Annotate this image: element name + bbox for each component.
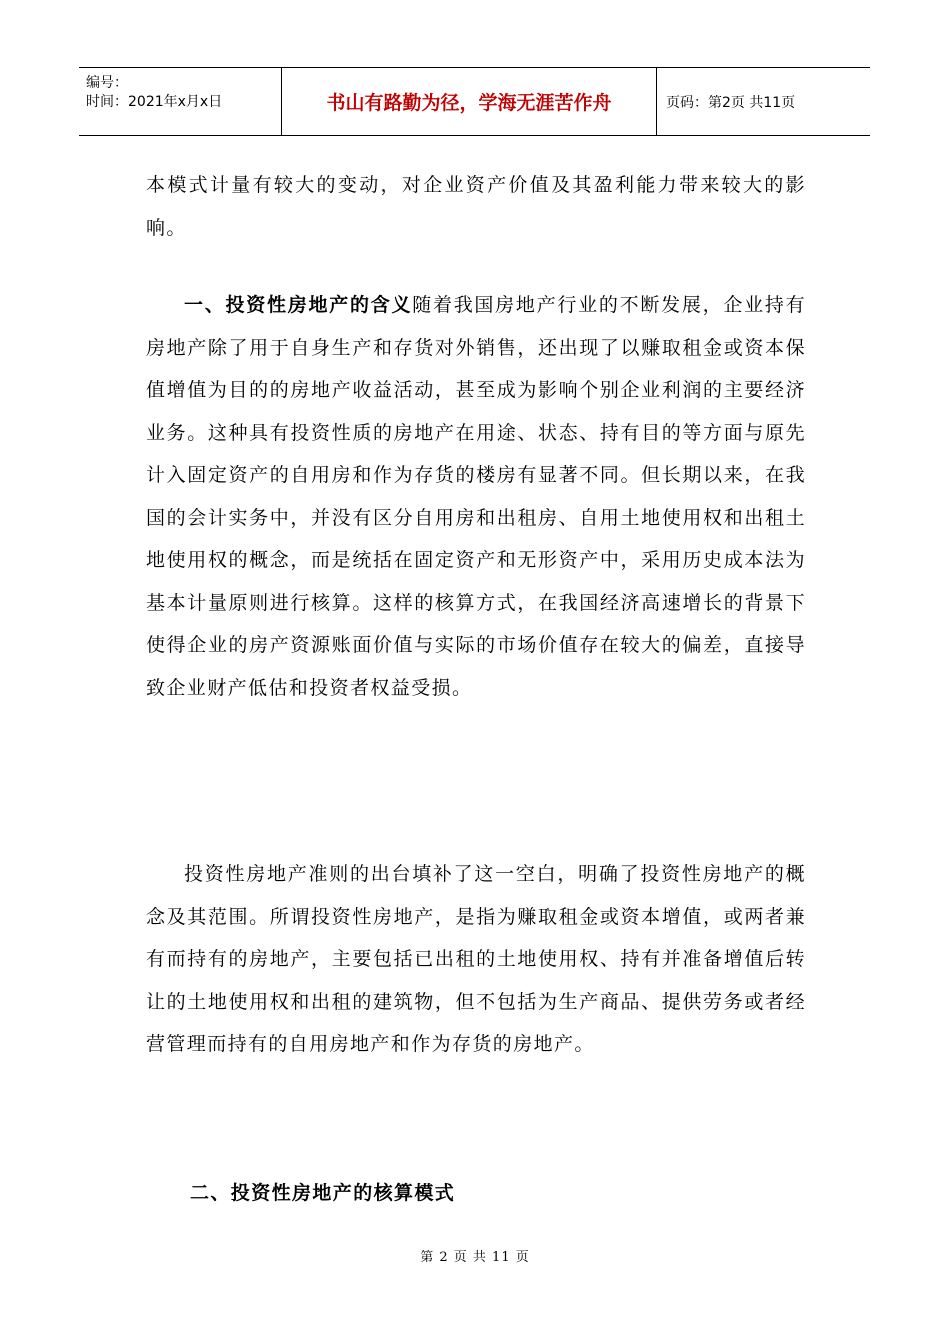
paragraph-section1 — [146, 284, 806, 709]
section1-text: 随着我国房地产行业的不断发展，企业持有房地产除了用于自身生产和存货对外销售，还出现了以赚取租金或资本保值增值为目的的房地产收益活动，甚至成为影响个别企业利润的主要经济业务。这种具有投资性质的房地产在用途、状态、持有目的等方面与原先计入固定资产的自用房和作为存货的楼房有显著不同。但长期以来，在我国的会计实务中，并没有区分自用房和出租房、自用土地使用权和出租土地使用权的概念，而是统括在固定资产和无形资产中，采用历史成本法为基本计量原则进行核算。这样的核算方式，在我国经济高速增长的背景下使得企业的房产资源账面价值与实际的市场价值存在较大的偏差，直接导致企业财产低估和投资者权益受损。 — [146, 294, 807, 699]
section2-heading: 二、投资性房地产的核算模式 — [190, 1182, 456, 1204]
page-footer: 第 2 页 共 11 页 — [420, 1250, 530, 1265]
header-meta — [79, 68, 282, 135]
paragraph-standard: 投资性房地产准则的出台填补了这一空白，明确了投资性房地产的概念及其范围。所谓投资性房地产，是指为赚取租金或资本增值，或两者兼有而持有的房地产，主要包括已出租的土地使用权、持有并准备增值后转让的土地使用权和出租的建筑物，但不包括为生产商品、提供劳务或者经营管理而持有的自用房地产和作为存货的房地产。 — [146, 863, 806, 1055]
page-header — [79, 67, 870, 136]
document-date: 时间：2021年x月x日 — [86, 94, 223, 110]
header-page-info: 页码：第2页 共11页 — [666, 94, 796, 111]
document-number-label: 编号： — [86, 75, 128, 91]
paragraph-continued: 本模式计量有较大的变动，对企业资产价值及其盈利能力带来较大的影响。 — [146, 174, 806, 239]
header-motto: 书山有路勤为径，学海无涯苦作舟 — [282, 68, 657, 135]
section1-heading: 一、投资性房地产的含义 — [184, 294, 413, 316]
